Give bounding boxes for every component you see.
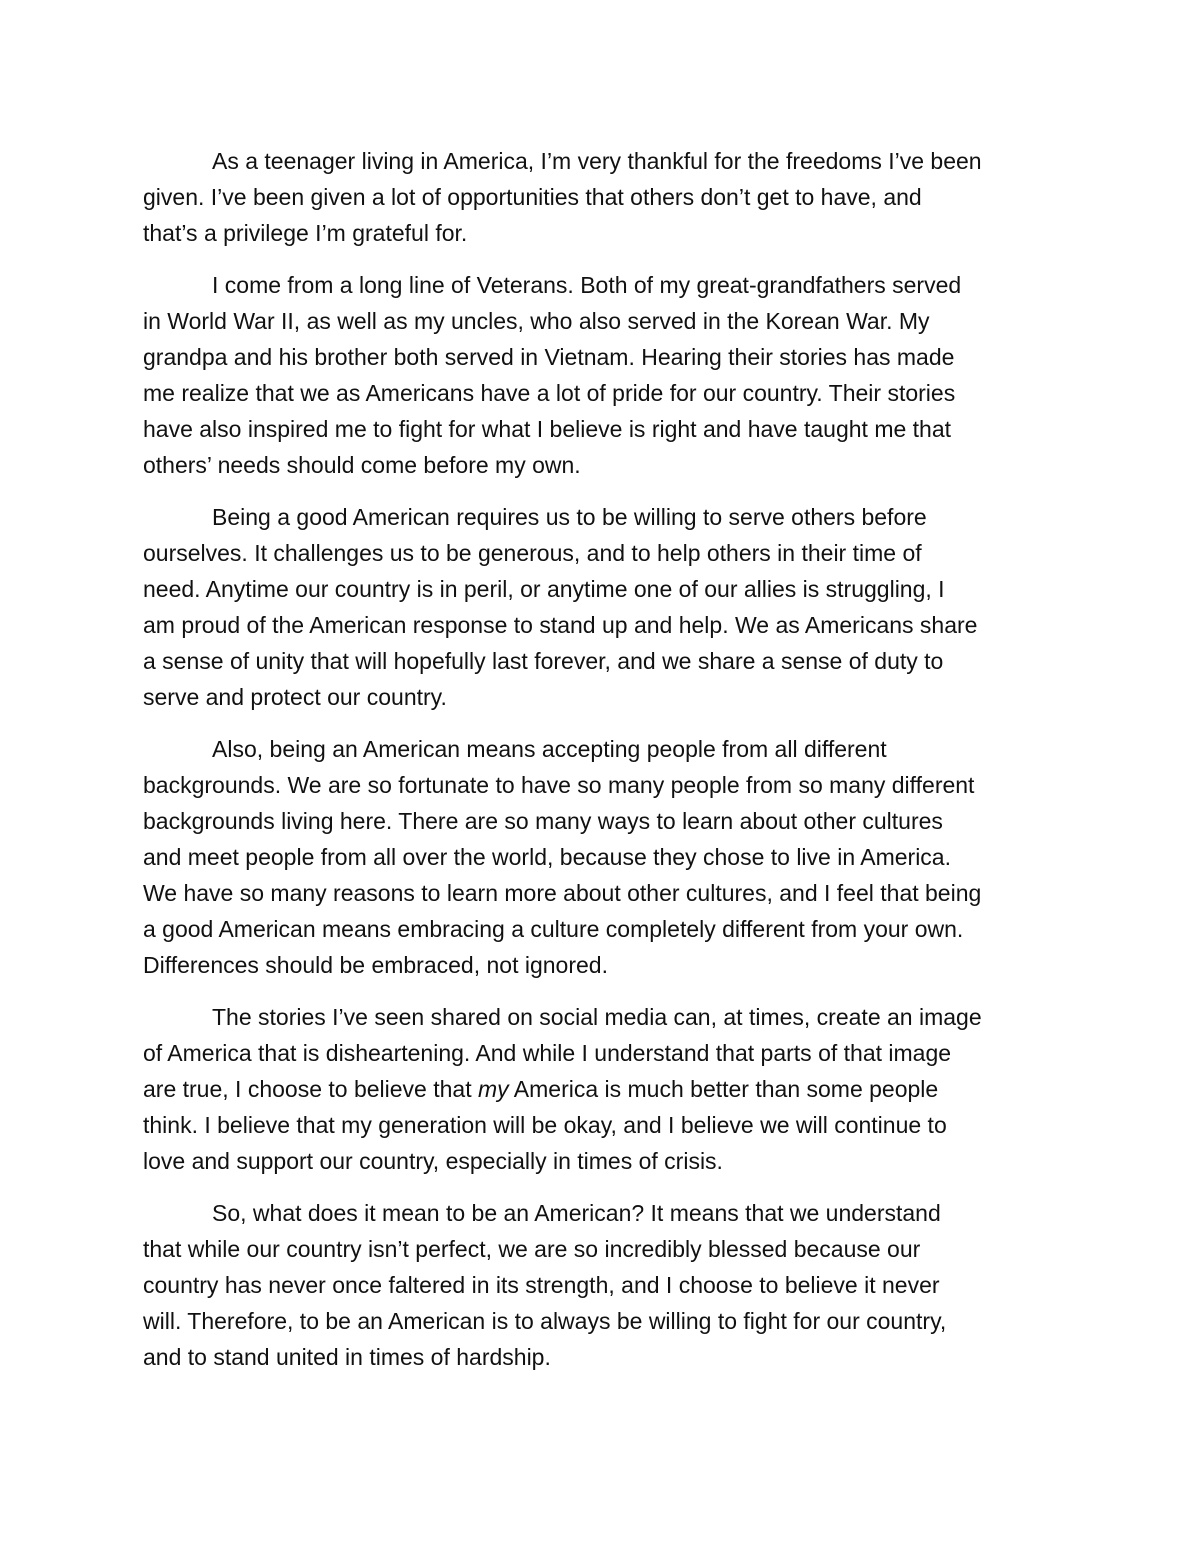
text-line: backgrounds. We are so fortunate to have so many people from so many different [143,772,975,798]
text-line: am proud of the American response to stand up and help. We as Americans share [143,612,978,638]
text-line: Differences should be embraced, not ignored. [143,952,608,978]
text-line: I come from a long line of Veterans. Both of my great-grandfathers served [212,272,962,298]
text-line: country has never once faltered in its strength, and I choose to believe it never [143,1272,940,1298]
text-segment: America is much better than some people [508,1076,939,1102]
text-line: that while our country isn’t perfect, we are so incredibly blessed because our [143,1236,921,1262]
text-line: a good American means embracing a culture completely different from your own. [143,916,964,942]
text-line: grandpa and his brother both served in Vietnam. Hearing their stories has made [143,344,955,370]
text-line: love and support our country, especially in times of crisis. [143,1148,723,1174]
paragraph-4 [143,731,1068,983]
text-line: will. Therefore, to be an American is to always be willing to fight for our country, [143,1308,947,1334]
text-line: think. I believe that my generation will be okay, and I believe we will continue to [143,1112,947,1138]
text-line: Being a good American requires us to be willing to serve others before [212,504,927,530]
text-line: have also inspired me to fight for what I believe is right and have taught me that [143,416,952,442]
text-line: As a teenager living in America, I’m very thankful for the freedoms I’ve been [212,148,982,174]
text-line: in World War II, as well as my uncles, who also served in the Korean War. My [143,308,930,334]
text-line: So, what does it mean to be an American? It means that we understand [212,1200,941,1226]
text-line: need. Anytime our country is in peril, or anytime one of our allies is struggling, I [143,576,945,602]
text-line-with-emphasis [143,1071,1068,1107]
text-line: others’ needs should come before my own. [143,452,581,478]
text-line: a sense of unity that will hopefully last forever, and we share a sense of duty to [143,648,944,674]
emphasized-word: my [477,1076,509,1102]
text-line: backgrounds living here. There are so many ways to learn about other cultures [143,808,943,834]
text-line: me realize that we as Americans have a lot of pride for our country. Their stories [143,380,956,406]
paragraph-1 [143,143,1068,251]
paragraph-6 [143,1195,1068,1375]
text-line: serve and protect our country. [143,684,447,710]
text-line: of America that is disheartening. And while I understand that parts of that image [143,1040,952,1066]
text-line: given. I’ve been given a lot of opportunities that others don’t get to have, and [143,184,922,210]
text-line: and meet people from all over the world, because they chose to live in America. [143,844,951,870]
text-line: ourselves. It challenges us to be generous, and to help others in their time of [143,540,922,566]
paragraph-2 [143,267,1068,483]
text-line: that’s a privilege I’m grateful for. [143,220,468,246]
text-line: We have so many reasons to learn more about other cultures, and I feel that being [143,880,982,906]
text-line: The stories I’ve seen shared on social media can, at times, create an image [212,1004,982,1030]
document-body [143,143,1068,1391]
text-segment: are true, I choose to believe that [143,1076,478,1102]
paragraph-5 [143,999,1068,1179]
text-line: and to stand united in times of hardship. [143,1344,551,1370]
text-line: Also, being an American means accepting people from all different [212,736,887,762]
paragraph-3 [143,499,1068,715]
